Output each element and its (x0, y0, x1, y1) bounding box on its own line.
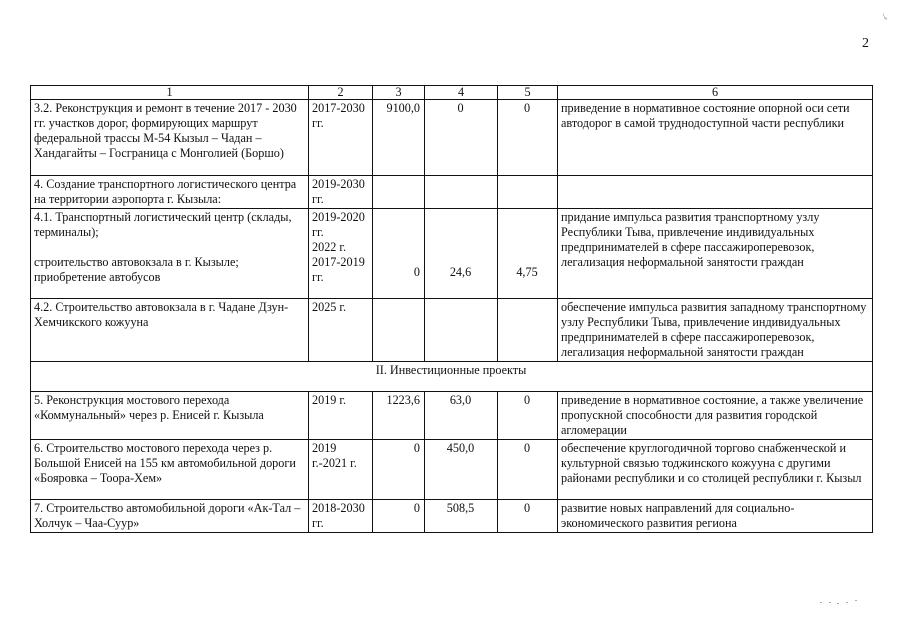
row-value-col4: 63,0 (425, 392, 498, 440)
scan-noise (820, 598, 860, 606)
row-period-line: 2022 г. (312, 240, 347, 254)
row-result-cell (558, 176, 873, 209)
row-name-cell: 3.2. Реконструкция и ремонт в течение 2017 - 2030 гг. участков дорог, формирующих маршрут федеральной трассы М-54 Кызыл – Чадан – Хандагайты – Госграница с Монголией (Боршо) (31, 100, 309, 176)
row-period-line: 2019-2020 гг. (312, 210, 365, 239)
row-value-col5 (498, 299, 558, 362)
table-row (31, 500, 873, 533)
row-value-col5: 0 (498, 440, 558, 500)
row-period-line: 2017-2019 гг. (312, 255, 365, 284)
row-value-col4: 508,5 (425, 500, 498, 533)
row-value-col4: 450,0 (425, 440, 498, 500)
row-name-cell: 5. Реконструкция мостового перехода «Коммунальный» через р. Енисей г. Кызыла (31, 392, 309, 440)
row-value-col4 (425, 299, 498, 362)
row-period-cell: 2019-2030 гг. (309, 176, 373, 209)
column-header-2: 2 (309, 86, 373, 100)
table-row (31, 176, 873, 209)
column-header-6: 6 (558, 86, 873, 100)
column-header-3: 3 (373, 86, 425, 100)
row-value-col3 (373, 299, 425, 362)
row-name-cell: 4. Создание транспортного логистического центра на территории аэропорта г. Кызыла: (31, 176, 309, 209)
row-value-col3: 1223,6 (373, 392, 425, 440)
table-row (31, 209, 873, 299)
column-header-1: 1 (31, 86, 309, 100)
scan-corner-mark: \ₑ (883, 12, 888, 21)
row-period-cell: 2019 г. (309, 392, 373, 440)
investment-projects-table (30, 85, 873, 533)
row-period-cell: 2017-2030 гг. (309, 100, 373, 176)
table-row (31, 299, 873, 362)
row-result-cell: обеспечение импульса развития западному транспортному узлу Республики Тыва, привлечение индивидуальных предпринимателей в сфере пассажироперевозок, легализация неформальной занятости граждан (558, 299, 873, 362)
row-name-cell: 7. Строительство автомобильной дороги «Ак-Тал – Холчук – Чаа-Суур» (31, 500, 309, 533)
column-header-5: 5 (498, 86, 558, 100)
section-title: II. Инвестиционные проекты (31, 362, 873, 392)
row-result-cell: приведение в нормативное состояние, а также увеличение пропускной способности для развития городской агломерации (558, 392, 873, 440)
table-row (31, 100, 873, 176)
row-value-col3 (373, 176, 425, 209)
row-value-col3: 9100,0 (373, 100, 425, 176)
table-header-row (31, 86, 873, 100)
row-period-cell: 2025 г. (309, 299, 373, 362)
row-value-col5: 0 (498, 500, 558, 533)
row-name-cell: 4.2. Строительство автовокзала в г. Чадане Дзун-Хемчикского кожууна (31, 299, 309, 362)
row-value-col5: 4,75 (498, 209, 558, 299)
row-value-col4 (425, 176, 498, 209)
row-name-line: приобретение автобусов (34, 270, 161, 284)
row-result-cell: придание импульса развития транспортному узлу Республики Тыва, привлечение индивидуальных предпринимателей в сфере пассажироперевозок, легализация неформальной занятости граждан (558, 209, 873, 299)
row-result-cell: обеспечение круглогодичной торгово снабженческой и культурной связью тоджинского кожууна с другими районами республики и со столицей республики г. Кызыл (558, 440, 873, 500)
row-value-col3: 0 (373, 209, 425, 299)
row-name-cell (31, 209, 309, 299)
row-value-col5 (498, 176, 558, 209)
row-value-col5: 0 (498, 100, 558, 176)
row-period-cell (309, 209, 373, 299)
table-row (31, 392, 873, 440)
row-result-cell: приведение в нормативное состояние опорной оси сети автодорог в самой труднодоступной части республики (558, 100, 873, 176)
section-header-row (31, 362, 873, 392)
column-header-4: 4 (425, 86, 498, 100)
row-value-col4: 24,6 (425, 209, 498, 299)
row-period-cell: 2019 г.-2021 г. (309, 440, 373, 500)
page-number: 2 (862, 36, 869, 51)
row-name-line: 4.1. Транспортный логистический центр (склады, терминалы); (34, 210, 292, 239)
row-period-cell: 2018-2030 гг. (309, 500, 373, 533)
row-result-cell: развитие новых направлений для социально-экономического развития региона (558, 500, 873, 533)
row-name-cell: 6. Строительство мостового перехода через р. Большой Енисей на 155 км автомобильной дороги «Бояровка – Тоора-Хем» (31, 440, 309, 500)
row-value-col3: 0 (373, 440, 425, 500)
table-row (31, 440, 873, 500)
row-value-col3: 0 (373, 500, 425, 533)
row-value-col5: 0 (498, 392, 558, 440)
row-value-col4: 0 (425, 100, 498, 176)
row-name-line: строительство автовокзала в г. Кызыле; (34, 255, 239, 269)
